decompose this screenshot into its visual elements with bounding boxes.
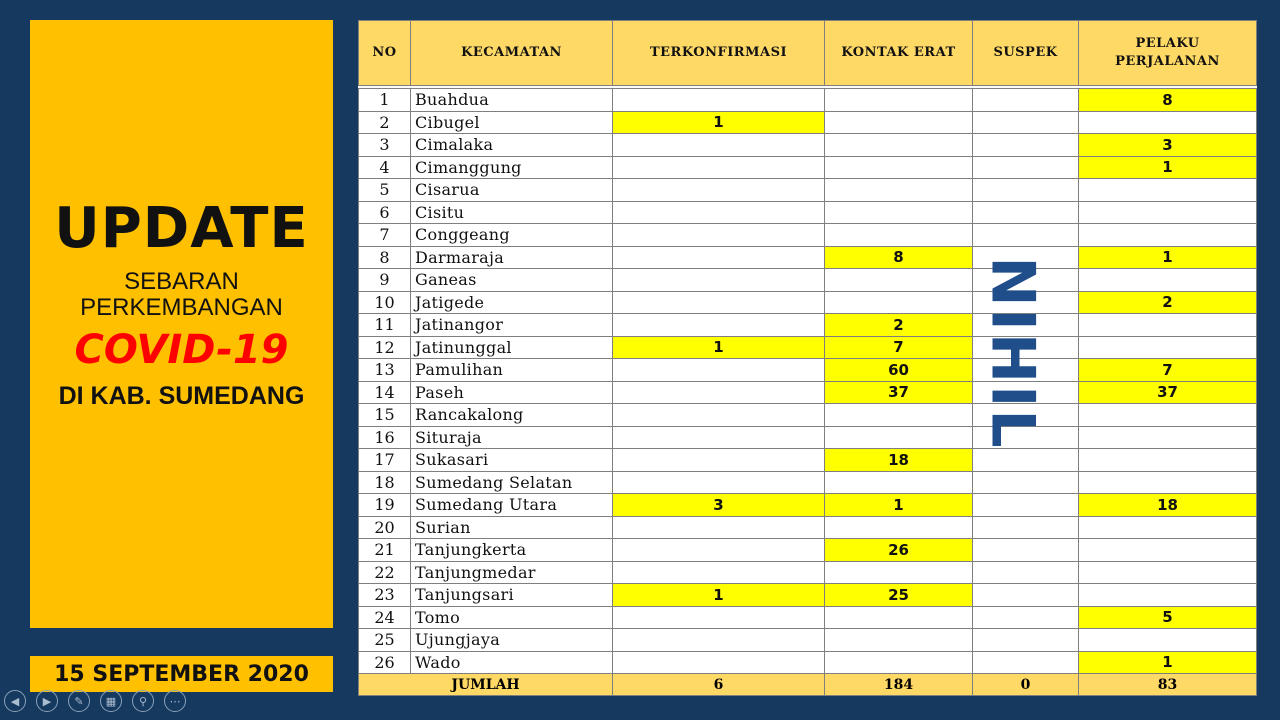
row-no: 26 bbox=[359, 651, 411, 674]
row-kontak-erat: 8 bbox=[825, 246, 973, 269]
subtitle-line-1: SEBARAN bbox=[124, 268, 239, 296]
region-title: DI KAB. SUMEDANG bbox=[58, 381, 305, 410]
row-no: 1 bbox=[359, 89, 411, 112]
row-pelaku-perjalanan bbox=[1079, 471, 1257, 494]
row-pelaku-perjalanan: 1 bbox=[1079, 246, 1257, 269]
total-suspek: 0 bbox=[973, 674, 1079, 696]
row-kecamatan: Wado bbox=[411, 651, 613, 674]
row-pelaku-perjalanan bbox=[1079, 314, 1257, 337]
header-kontak-erat: KONTAK ERAT bbox=[825, 21, 973, 86]
table-row bbox=[359, 179, 1257, 202]
nihil-label bbox=[978, 256, 1048, 450]
row-terkonfirmasi bbox=[613, 539, 825, 562]
row-terkonfirmasi: 1 bbox=[613, 584, 825, 607]
table-row bbox=[359, 269, 1257, 292]
row-kecamatan: Sumedang Utara bbox=[411, 494, 613, 517]
prev-icon[interactable]: ◀ bbox=[4, 690, 26, 712]
row-no: 14 bbox=[359, 381, 411, 404]
row-kontak-erat bbox=[825, 224, 973, 247]
row-no: 15 bbox=[359, 404, 411, 427]
row-kecamatan: Tomo bbox=[411, 606, 613, 629]
table-row bbox=[359, 404, 1257, 427]
row-terkonfirmasi bbox=[613, 651, 825, 674]
row-terkonfirmasi: 1 bbox=[613, 111, 825, 134]
row-suspek bbox=[973, 539, 1079, 562]
table-row bbox=[359, 516, 1257, 539]
row-no: 12 bbox=[359, 336, 411, 359]
update-title: UPDATE bbox=[54, 196, 309, 262]
row-pelaku-perjalanan bbox=[1079, 269, 1257, 292]
row-pelaku-perjalanan: 1 bbox=[1079, 651, 1257, 674]
row-kontak-erat bbox=[825, 561, 973, 584]
row-kecamatan: Cimanggung bbox=[411, 156, 613, 179]
row-suspek bbox=[973, 201, 1079, 224]
row-kontak-erat: 60 bbox=[825, 359, 973, 382]
row-kecamatan: Ganeas bbox=[411, 269, 613, 292]
row-terkonfirmasi bbox=[613, 404, 825, 427]
row-no: 24 bbox=[359, 606, 411, 629]
row-kecamatan: Tanjungkerta bbox=[411, 539, 613, 562]
row-kontak-erat: 25 bbox=[825, 584, 973, 607]
row-no: 2 bbox=[359, 111, 411, 134]
row-suspek bbox=[973, 224, 1079, 247]
header-no: NO bbox=[359, 21, 411, 86]
row-pelaku-perjalanan: 5 bbox=[1079, 606, 1257, 629]
header-pelaku-perjalanan bbox=[1079, 21, 1257, 86]
row-pelaku-perjalanan bbox=[1079, 449, 1257, 472]
row-terkonfirmasi bbox=[613, 179, 825, 202]
row-terkonfirmasi bbox=[613, 246, 825, 269]
pen-icon[interactable]: ✎ bbox=[68, 690, 90, 712]
row-kecamatan: Sumedang Selatan bbox=[411, 471, 613, 494]
row-pelaku-perjalanan bbox=[1079, 336, 1257, 359]
row-kontak-erat bbox=[825, 89, 973, 112]
table-row bbox=[359, 201, 1257, 224]
header-terkonfirmasi: TERKONFIRMASI bbox=[613, 21, 825, 86]
row-pelaku-perjalanan bbox=[1079, 179, 1257, 202]
row-kontak-erat bbox=[825, 291, 973, 314]
row-kontak-erat bbox=[825, 516, 973, 539]
row-no: 6 bbox=[359, 201, 411, 224]
more-icon[interactable]: ⋯ bbox=[164, 690, 186, 712]
row-suspek bbox=[973, 494, 1079, 517]
row-suspek bbox=[973, 134, 1079, 157]
nihil-text: NIHIL bbox=[978, 256, 1048, 450]
table-row bbox=[359, 494, 1257, 517]
total-pelaku-perjalanan: 83 bbox=[1079, 674, 1257, 696]
header-pelaku-line-2: PERJALANAN bbox=[1115, 54, 1220, 69]
row-kecamatan: Paseh bbox=[411, 381, 613, 404]
covid-data-table bbox=[358, 20, 1257, 696]
row-no: 8 bbox=[359, 246, 411, 269]
row-terkonfirmasi bbox=[613, 134, 825, 157]
total-row bbox=[359, 674, 1257, 696]
title-panel bbox=[30, 20, 333, 628]
slides-icon[interactable]: ▦ bbox=[100, 690, 122, 712]
row-no: 18 bbox=[359, 471, 411, 494]
row-terkonfirmasi bbox=[613, 471, 825, 494]
row-kontak-erat bbox=[825, 629, 973, 652]
total-terkonfirmasi: 6 bbox=[613, 674, 825, 696]
table-row bbox=[359, 471, 1257, 494]
row-kontak-erat: 2 bbox=[825, 314, 973, 337]
row-no: 3 bbox=[359, 134, 411, 157]
table-row bbox=[359, 359, 1257, 382]
row-pelaku-perjalanan: 37 bbox=[1079, 381, 1257, 404]
row-kecamatan: Tanjungmedar bbox=[411, 561, 613, 584]
table-row bbox=[359, 449, 1257, 472]
table-row bbox=[359, 111, 1257, 134]
row-pelaku-perjalanan bbox=[1079, 201, 1257, 224]
row-terkonfirmasi bbox=[613, 89, 825, 112]
covid-title: COVID-19 bbox=[74, 326, 289, 373]
row-no: 20 bbox=[359, 516, 411, 539]
table-row bbox=[359, 156, 1257, 179]
row-terkonfirmasi bbox=[613, 314, 825, 337]
row-kecamatan: Sukasari bbox=[411, 449, 613, 472]
row-kecamatan: Pamulihan bbox=[411, 359, 613, 382]
row-no: 13 bbox=[359, 359, 411, 382]
row-kontak-erat bbox=[825, 404, 973, 427]
table-row bbox=[359, 224, 1257, 247]
row-terkonfirmasi bbox=[613, 606, 825, 629]
table-row bbox=[359, 336, 1257, 359]
row-kecamatan: Cimalaka bbox=[411, 134, 613, 157]
table-row bbox=[359, 381, 1257, 404]
row-kontak-erat bbox=[825, 111, 973, 134]
row-no: 19 bbox=[359, 494, 411, 517]
table-row bbox=[359, 539, 1257, 562]
row-pelaku-perjalanan: 3 bbox=[1079, 134, 1257, 157]
row-kontak-erat: 7 bbox=[825, 336, 973, 359]
row-no: 5 bbox=[359, 179, 411, 202]
row-kecamatan: Jatinunggal bbox=[411, 336, 613, 359]
row-no: 7 bbox=[359, 224, 411, 247]
next-icon[interactable]: ▶ bbox=[36, 690, 58, 712]
row-pelaku-perjalanan: 18 bbox=[1079, 494, 1257, 517]
table-row bbox=[359, 584, 1257, 607]
row-suspek bbox=[973, 629, 1079, 652]
row-no: 9 bbox=[359, 269, 411, 292]
row-suspek bbox=[973, 561, 1079, 584]
row-suspek bbox=[973, 179, 1079, 202]
table-row bbox=[359, 561, 1257, 584]
row-pelaku-perjalanan: 2 bbox=[1079, 291, 1257, 314]
row-no: 21 bbox=[359, 539, 411, 562]
row-kecamatan: Cisitu bbox=[411, 201, 613, 224]
row-suspek bbox=[973, 449, 1079, 472]
row-pelaku-perjalanan bbox=[1079, 111, 1257, 134]
table-row bbox=[359, 291, 1257, 314]
row-kontak-erat: 1 bbox=[825, 494, 973, 517]
row-terkonfirmasi bbox=[613, 426, 825, 449]
row-no: 4 bbox=[359, 156, 411, 179]
row-no: 16 bbox=[359, 426, 411, 449]
row-pelaku-perjalanan bbox=[1079, 629, 1257, 652]
row-kontak-erat bbox=[825, 201, 973, 224]
header-pelaku-line-1: PELAKU bbox=[1135, 36, 1200, 52]
data-table-wrapper bbox=[358, 20, 1256, 692]
row-kecamatan: Situraja bbox=[411, 426, 613, 449]
row-kecamatan: Cisarua bbox=[411, 179, 613, 202]
row-pelaku-perjalanan bbox=[1079, 426, 1257, 449]
row-terkonfirmasi bbox=[613, 156, 825, 179]
table-row bbox=[359, 651, 1257, 674]
row-kontak-erat bbox=[825, 134, 973, 157]
row-pelaku-perjalanan bbox=[1079, 584, 1257, 607]
row-kontak-erat: 37 bbox=[825, 381, 973, 404]
row-terkonfirmasi bbox=[613, 561, 825, 584]
subtitle-line-2: PERKEMBANGAN bbox=[80, 293, 283, 321]
row-pelaku-perjalanan: 7 bbox=[1079, 359, 1257, 382]
row-terkonfirmasi bbox=[613, 629, 825, 652]
row-kecamatan: Tanjungsari bbox=[411, 584, 613, 607]
row-suspek bbox=[973, 111, 1079, 134]
table-row bbox=[359, 606, 1257, 629]
row-pelaku-perjalanan: 1 bbox=[1079, 156, 1257, 179]
table-row bbox=[359, 314, 1257, 337]
header-suspek: SUSPEK bbox=[973, 21, 1079, 86]
total-label: JUMLAH bbox=[359, 674, 613, 696]
row-pelaku-perjalanan bbox=[1079, 539, 1257, 562]
row-terkonfirmasi: 1 bbox=[613, 336, 825, 359]
zoom-icon[interactable]: ⚲ bbox=[132, 690, 154, 712]
row-terkonfirmasi bbox=[613, 449, 825, 472]
row-kontak-erat bbox=[825, 471, 973, 494]
row-suspek bbox=[973, 89, 1079, 112]
row-terkonfirmasi bbox=[613, 269, 825, 292]
row-no: 23 bbox=[359, 584, 411, 607]
row-kontak-erat bbox=[825, 651, 973, 674]
row-no: 22 bbox=[359, 561, 411, 584]
row-pelaku-perjalanan bbox=[1079, 404, 1257, 427]
slideshow-toolbar bbox=[4, 690, 186, 714]
row-kecamatan: Darmaraja bbox=[411, 246, 613, 269]
row-terkonfirmasi bbox=[613, 201, 825, 224]
row-suspek bbox=[973, 471, 1079, 494]
row-terkonfirmasi bbox=[613, 516, 825, 539]
row-suspek bbox=[973, 651, 1079, 674]
row-suspek bbox=[973, 156, 1079, 179]
table-row bbox=[359, 246, 1257, 269]
row-kecamatan: Jatinangor bbox=[411, 314, 613, 337]
row-kecamatan: Surian bbox=[411, 516, 613, 539]
row-kecamatan: Buahdua bbox=[411, 89, 613, 112]
row-kecamatan: Cibugel bbox=[411, 111, 613, 134]
row-suspek bbox=[973, 606, 1079, 629]
date-label: 15 SEPTEMBER 2020 bbox=[30, 656, 333, 692]
row-kontak-erat bbox=[825, 606, 973, 629]
row-kontak-erat bbox=[825, 426, 973, 449]
row-kecamatan: Ujungjaya bbox=[411, 629, 613, 652]
row-kontak-erat bbox=[825, 269, 973, 292]
row-suspek bbox=[973, 584, 1079, 607]
row-terkonfirmasi bbox=[613, 224, 825, 247]
row-kontak-erat: 26 bbox=[825, 539, 973, 562]
row-pelaku-perjalanan bbox=[1079, 516, 1257, 539]
table-row bbox=[359, 629, 1257, 652]
total-kontak-erat: 184 bbox=[825, 674, 973, 696]
row-kecamatan: Conggeang bbox=[411, 224, 613, 247]
row-pelaku-perjalanan bbox=[1079, 224, 1257, 247]
row-terkonfirmasi bbox=[613, 291, 825, 314]
row-terkonfirmasi bbox=[613, 359, 825, 382]
table-row bbox=[359, 89, 1257, 112]
header-kecamatan: KECAMATAN bbox=[411, 21, 613, 86]
row-kontak-erat: 18 bbox=[825, 449, 973, 472]
row-terkonfirmasi: 3 bbox=[613, 494, 825, 517]
row-kecamatan: Rancakalong bbox=[411, 404, 613, 427]
row-no: 25 bbox=[359, 629, 411, 652]
table-row bbox=[359, 134, 1257, 157]
row-kontak-erat bbox=[825, 156, 973, 179]
table-header-row bbox=[359, 21, 1257, 86]
table-row bbox=[359, 426, 1257, 449]
row-no: 11 bbox=[359, 314, 411, 337]
row-no: 10 bbox=[359, 291, 411, 314]
row-no: 17 bbox=[359, 449, 411, 472]
row-kontak-erat bbox=[825, 179, 973, 202]
row-pelaku-perjalanan bbox=[1079, 561, 1257, 584]
row-suspek bbox=[973, 516, 1079, 539]
row-terkonfirmasi bbox=[613, 381, 825, 404]
row-kecamatan: Jatigede bbox=[411, 291, 613, 314]
row-pelaku-perjalanan: 8 bbox=[1079, 89, 1257, 112]
